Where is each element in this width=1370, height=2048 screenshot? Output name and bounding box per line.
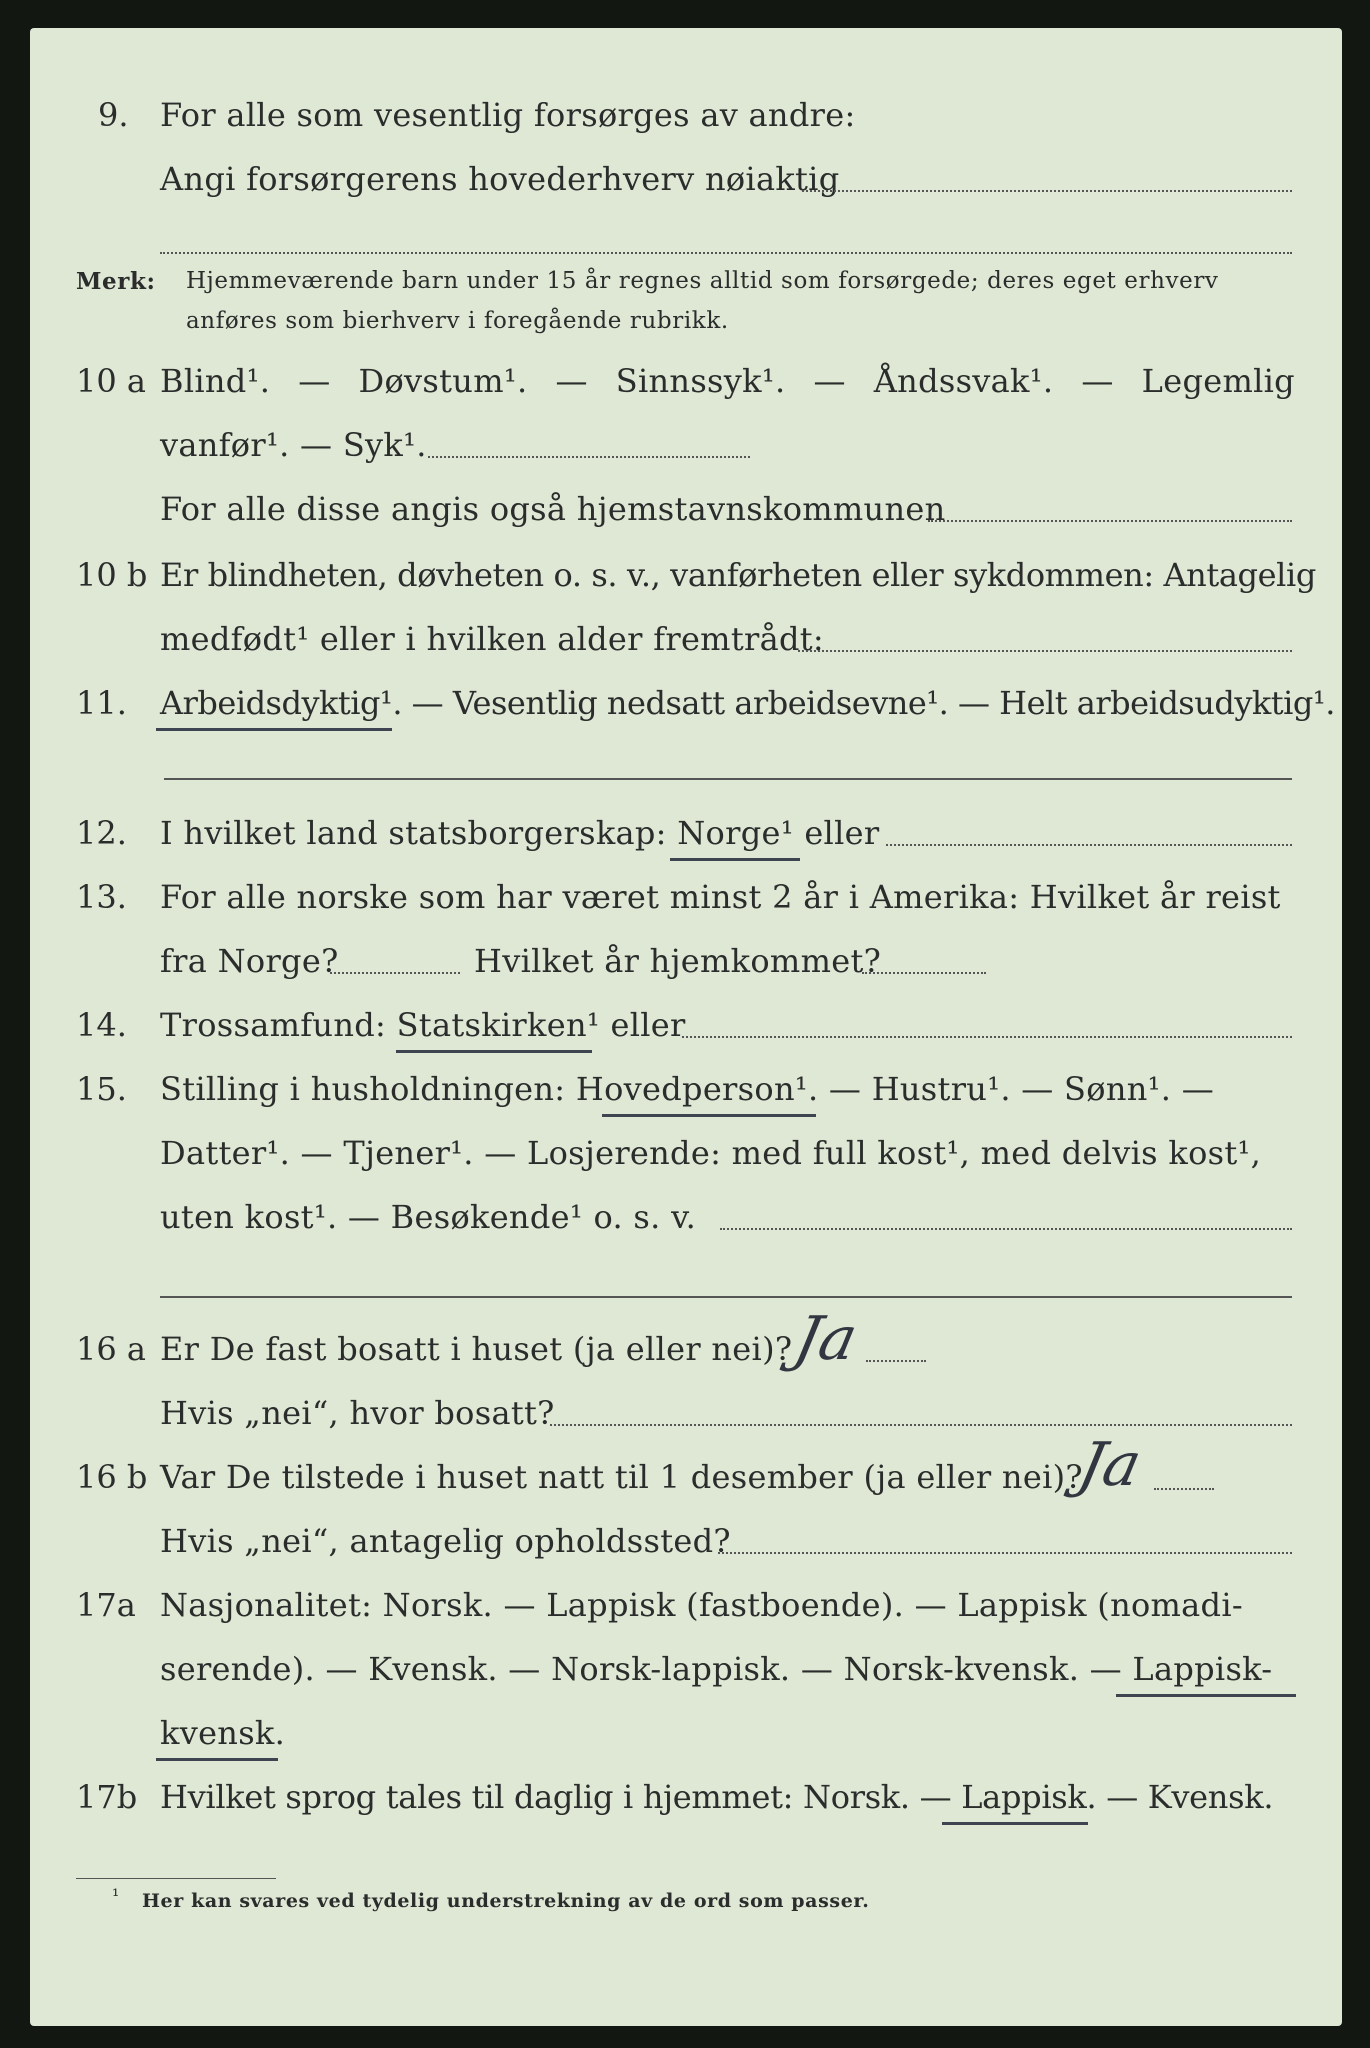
merk-label: Merk: — [76, 268, 156, 295]
q17a-line3: kvensk. — [160, 1714, 286, 1752]
q10a-hjemstavn-line — [928, 520, 1292, 522]
q17b-underline-lappisk — [942, 1822, 1088, 1825]
q16a-number: 16 a — [76, 1330, 146, 1368]
q10a-opt-dovstum: Døvstum¹. — [358, 362, 528, 400]
q15-line1: Stilling i husholdningen: Hovedperson¹. — Hustru¹. — Sønn¹. — — [160, 1070, 1215, 1108]
q9-line2: Angi forsørgerens hovederhverv nøiaktig — [160, 160, 840, 198]
q9-line1: For alle som vesentlig forsørges av andre: — [160, 96, 856, 134]
q10a-answer-line — [428, 456, 750, 458]
q17a-line2: serende). — Kvensk. — Norsk-lappisk. — Norsk-kvensk. — Lappisk- — [160, 1650, 1273, 1688]
q9-answer-line — [802, 190, 1292, 192]
q15-line2: Datter¹. — Tjener¹. — Losjerende: med full kost¹, med delvis kost¹, — [160, 1134, 1262, 1172]
q14-answer-line — [682, 1036, 1292, 1038]
q17b-number: 17b — [76, 1778, 138, 1816]
q13-number: 13. — [76, 878, 127, 916]
q17a-line1: Nasjonalitet: Norsk. — Lappisk (fastboende). — Lappisk (nomadi- — [160, 1586, 1243, 1624]
footnote-mark: ¹ — [112, 1886, 120, 1907]
q11-number: 11. — [76, 684, 127, 722]
q10b-answer-line — [798, 650, 1292, 652]
q15-underline-hovedperson — [602, 1114, 816, 1117]
q12-line1: I hvilket land statsborgerskap: Norge¹ eller — [160, 814, 880, 852]
footnote-text: Her kan svares ved tydelig understrekning av de ord som passer. — [142, 1890, 870, 1912]
q14-underline-statskirken — [396, 1050, 592, 1053]
q15-answer-line — [720, 1228, 1292, 1230]
q16b-number: 16 b — [76, 1458, 148, 1496]
q13-line1: For alle norske som har været minst 2 år i Amerika: Hvilket år reist — [160, 878, 1281, 916]
q12-underline-norge — [670, 858, 800, 861]
q16a-bosatt-line — [550, 1424, 1292, 1426]
q11-line1: Arbeidsdyktig¹. — Vesentlig nedsatt arbeidsevne¹. — Helt arbeidsudyktig¹. — [160, 684, 1335, 722]
q9-answer-line-2 — [160, 252, 1292, 254]
q10a-opt-andssvak: Åndssvak¹. — [873, 362, 1054, 400]
q16b-opholdssted-line — [718, 1552, 1292, 1554]
q13-line2b: Hvilket år hjemkommet? — [474, 942, 882, 980]
q16a-line1: Er De fast bosatt i huset (ja eller nei)? — [160, 1330, 793, 1368]
q10b-number: 10 b — [76, 556, 148, 594]
q10b-line1: Er blindheten, døvheten o. s. v., vanførheten eller sykdommen: Antagelig — [160, 556, 1316, 594]
q13-line2a: fra Norge? — [160, 942, 339, 980]
q9-number: 9. — [98, 96, 129, 134]
q10a-opt-blind: Blind¹. — [160, 362, 271, 400]
q11-underline-arbeidsdyktig — [156, 728, 392, 731]
q15-number: 15. — [76, 1070, 127, 1108]
dash: — — [1081, 362, 1114, 400]
q10a-line1 — [160, 362, 1295, 400]
q15-answer-line-2 — [160, 1296, 1292, 1298]
q10a-line3: For alle disse angis også hjemstavnskommunen — [160, 490, 946, 528]
q15-line3: uten kost¹. — Besøkende¹ o. s. v. — [160, 1198, 697, 1236]
footnote-rule — [76, 1878, 276, 1879]
q17b-line1: Hvilket sprog tales til daglig i hjemmet: Norsk. — Lappisk. — Kvensk. — [160, 1778, 1274, 1816]
q17a-underline-kvensk — [156, 1758, 278, 1761]
q16b-handwritten-answer: Ja — [1072, 1430, 1148, 1500]
q16b-answer-line — [1154, 1488, 1214, 1490]
q17a-number: 17a — [76, 1586, 136, 1624]
q10b-line2: medfødt¹ eller i hvilken alder fremtrådt: — [160, 620, 824, 658]
q16a-handwritten-answer: Ja — [788, 1304, 864, 1374]
q10a-number: 10 a — [76, 362, 146, 400]
q16b-line2: Hvis „nei“, antagelig opholdssted? — [160, 1522, 731, 1560]
dash: — — [555, 362, 588, 400]
q14-line1: Trossamfund: Statskirken¹ eller — [160, 1006, 686, 1044]
q11-answer-line — [164, 778, 1292, 780]
census-form-page — [30, 28, 1342, 2026]
q10a-line2: vanfør¹. — Syk¹. — [160, 426, 427, 464]
merk-line2: anføres som bierhverv i foregående rubrikk. — [186, 308, 729, 334]
q10a-opt-sinnssyk: Sinnssyk¹. — [615, 362, 786, 400]
q12-answer-line — [886, 844, 1292, 846]
q16b-line1: Var De tilstede i huset natt til 1 desember (ja eller nei)? — [160, 1458, 1083, 1496]
q16a-answer-line — [866, 1360, 926, 1362]
merk-line1: Hjemmeværende barn under 15 år regnes alltid som forsørgede; deres eget erhverv — [186, 268, 1219, 294]
q16a-line2: Hvis „nei“, hvor bosatt? — [160, 1394, 555, 1432]
q10a-opt-legemlig: Legemlig — [1141, 362, 1295, 400]
q13-hjemkommet-line — [862, 972, 986, 974]
q13-reist-line — [330, 972, 460, 974]
q14-number: 14. — [76, 1006, 127, 1044]
dash: — — [813, 362, 846, 400]
q17a-underline-lappisk — [1116, 1694, 1296, 1697]
q12-number: 12. — [76, 814, 127, 852]
dash: — — [298, 362, 331, 400]
